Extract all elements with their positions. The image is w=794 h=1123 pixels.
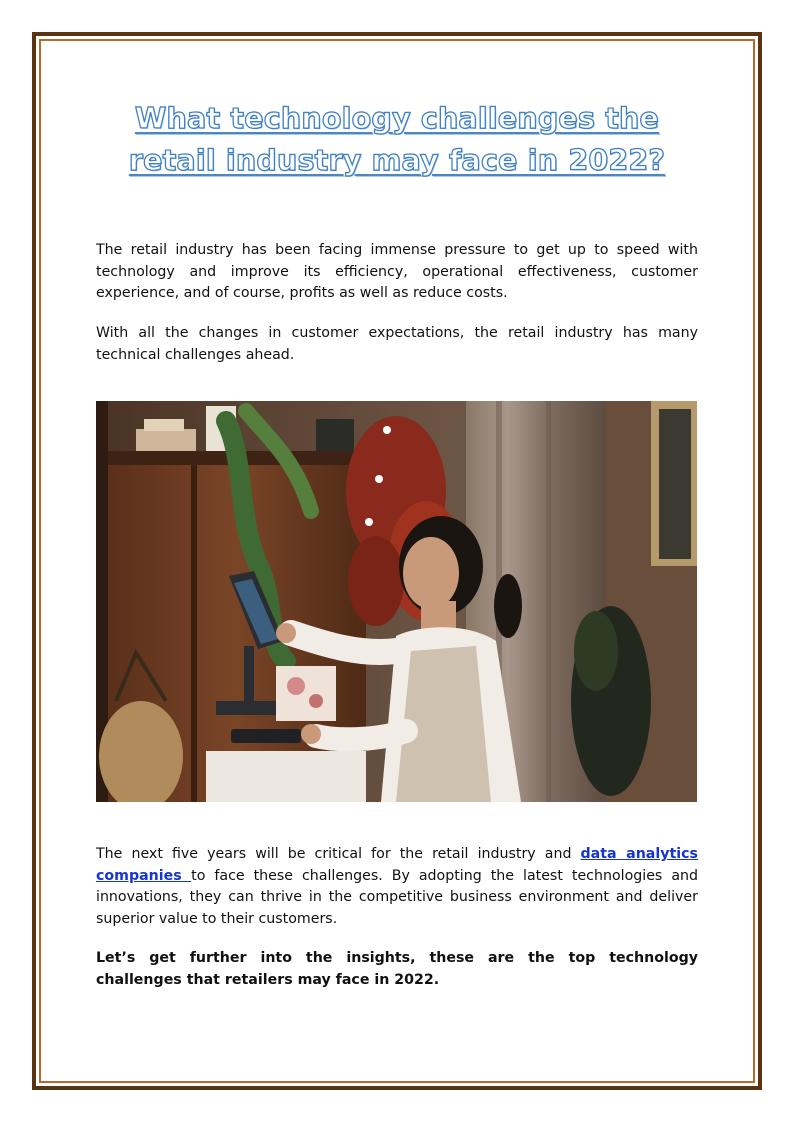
woman-at-point-of-sale-terminal-icon bbox=[96, 401, 697, 802]
analytics-paragraph bbox=[96, 844, 698, 930]
retail-photo bbox=[96, 401, 697, 802]
analytics-text-end: to face these challenges. By adopting the latest technologies and innovations, they can thrive in the competitive business environment and deliver superior value to their customers. bbox=[96, 867, 699, 927]
analytics-text-start: The next five years will be critical for the retail industry and bbox=[96, 846, 581, 862]
insights-paragraph: Let’s get further into the insights, these are the top technology challenges that retailers may face in 2022. bbox=[96, 950, 698, 988]
challenges-paragraph: With all the changes in customer expectations, the retail industry has many technical challenges ahead. bbox=[96, 325, 698, 363]
data-analytics-companies-link[interactable]: data analytics companies bbox=[96, 846, 698, 884]
intro-paragraph: The retail industry has been facing immense pressure to get up to speed with technology and improve its efficiency, operational effectiveness, customer experience, and of course, profits as well as reduce costs. bbox=[96, 242, 698, 301]
document-title: What technology challenges the retail industry may face in 2022? bbox=[128, 102, 666, 177]
